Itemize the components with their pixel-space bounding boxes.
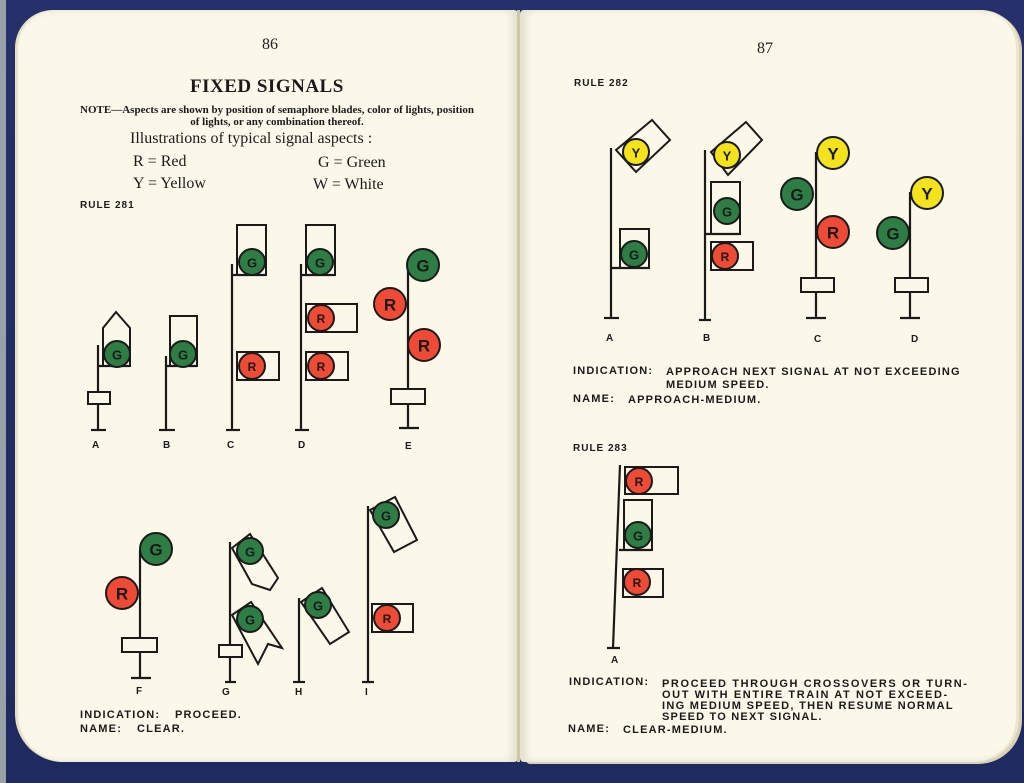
signal-281-g xyxy=(219,534,282,682)
indication-text-283-line1: PROCEED THROUGH CROSSOVERS OR TURN- xyxy=(662,678,969,690)
svg-text:G: G xyxy=(246,255,258,271)
svg-text:G: G xyxy=(632,528,644,544)
svg-text:R: R xyxy=(720,250,730,264)
svg-text:G: G xyxy=(721,204,733,220)
indication-label-283: INDICATION: xyxy=(569,676,650,688)
svg-text:Y: Y xyxy=(827,144,839,164)
signal-281-e xyxy=(374,249,440,428)
signal-label-e: E xyxy=(405,441,412,452)
svg-text:G: G xyxy=(380,508,392,524)
signal-label-g: G xyxy=(222,687,230,698)
indication-text-283-line2: OUT WITH ENTIRE TRAIN AT NOT EXCEED- xyxy=(662,689,949,701)
svg-text:Y: Y xyxy=(722,148,732,164)
signal-282-label-b: B xyxy=(703,333,711,344)
indication-label-282: INDICATION: xyxy=(573,365,654,377)
svg-text:R: R xyxy=(417,336,431,356)
indication-label-281: INDICATION: xyxy=(80,709,161,721)
note-text: NOTE—Aspects are shown by position of semaphore blades, color of lights, position of lights, or any combination thereof. xyxy=(80,104,474,128)
signal-label-c: C xyxy=(227,440,235,451)
indication-text-281: PROCEED. xyxy=(175,709,243,721)
svg-text:G: G xyxy=(177,347,189,363)
name-text-281: CLEAR. xyxy=(137,723,186,735)
page-number-left: 86 xyxy=(262,36,278,53)
page-number-right: 87 xyxy=(757,40,773,57)
name-text-282: APPROACH-MEDIUM. xyxy=(628,394,762,406)
signal-label-i: I xyxy=(365,687,368,698)
svg-text:G: G xyxy=(244,612,256,628)
svg-text:Y: Y xyxy=(631,145,641,161)
svg-text:R: R xyxy=(634,475,644,489)
signal-281-h xyxy=(293,588,349,682)
svg-text:R: R xyxy=(826,223,840,243)
svg-text:G: G xyxy=(416,256,430,276)
indication-text-283-line3: ING MEDIUM SPEED, THEN RESUME NORMAL xyxy=(662,700,954,712)
signal-281-b xyxy=(159,316,197,430)
svg-text:G: G xyxy=(886,224,900,244)
legend-green: G = Green xyxy=(318,154,386,171)
svg-text:R: R xyxy=(316,360,326,374)
signal-281-d xyxy=(295,225,357,430)
svg-text:G: G xyxy=(790,185,804,205)
illustrations-heading: Illustrations of typical signal aspects : xyxy=(130,130,373,147)
legend-white: W = White xyxy=(313,176,384,193)
indication-text-283-line4: SPEED TO NEXT SIGNAL. xyxy=(662,711,823,723)
indication-text-282-line1: APPROACH NEXT SIGNAL AT NOT EXCEEDING xyxy=(666,366,961,378)
svg-text:G: G xyxy=(314,255,326,271)
svg-text:G: G xyxy=(628,247,640,263)
signal-label-d: D xyxy=(298,440,306,451)
svg-text:R: R xyxy=(383,295,397,315)
svg-text:G: G xyxy=(244,544,256,560)
svg-text:R: R xyxy=(115,584,129,604)
rule-282-label: RULE 282 xyxy=(574,78,629,89)
svg-text:Y: Y xyxy=(921,184,933,204)
svg-text:R: R xyxy=(247,360,257,374)
page-title: FIXED SIGNALS xyxy=(190,76,344,97)
signal-label-a: A xyxy=(92,440,100,451)
name-label-283: NAME: xyxy=(568,723,611,735)
signal-281-a xyxy=(88,312,130,430)
svg-text:R: R xyxy=(316,312,326,326)
name-label-282: NAME: xyxy=(573,393,616,405)
name-text-283: CLEAR-MEDIUM. xyxy=(623,724,728,736)
legend-red: R = Red xyxy=(133,153,187,170)
rule-281-label: RULE 281 xyxy=(80,200,135,211)
signal-282-label-a: A xyxy=(606,333,614,344)
svg-text:G: G xyxy=(149,540,163,560)
signal-281-i xyxy=(362,497,417,682)
signal-282-label-d: D xyxy=(911,334,919,345)
svg-text:G: G xyxy=(111,347,123,363)
signal-282-b xyxy=(699,122,762,320)
signal-282-label-c: C xyxy=(814,334,822,345)
signal-282-a xyxy=(604,120,670,318)
svg-text:G: G xyxy=(312,598,324,614)
signal-label-h: H xyxy=(295,687,303,698)
signal-283-a xyxy=(607,465,678,648)
rule-283-label: RULE 283 xyxy=(573,443,628,454)
indication-text-282-line2: MEDIUM SPEED. xyxy=(666,379,770,391)
svg-text:R: R xyxy=(632,576,642,590)
signal-label-f: F xyxy=(136,686,143,697)
legend-yellow: Y = Yellow xyxy=(133,175,206,192)
signal-281-c xyxy=(226,225,279,430)
signal-283-label-a: A xyxy=(611,655,619,666)
signal-282-d xyxy=(877,177,943,318)
signal-281-f xyxy=(106,533,172,678)
signal-282-c xyxy=(781,137,849,318)
svg-text:R: R xyxy=(382,612,392,626)
name-label-281: NAME: xyxy=(80,723,123,735)
signal-label-b: B xyxy=(163,440,171,451)
